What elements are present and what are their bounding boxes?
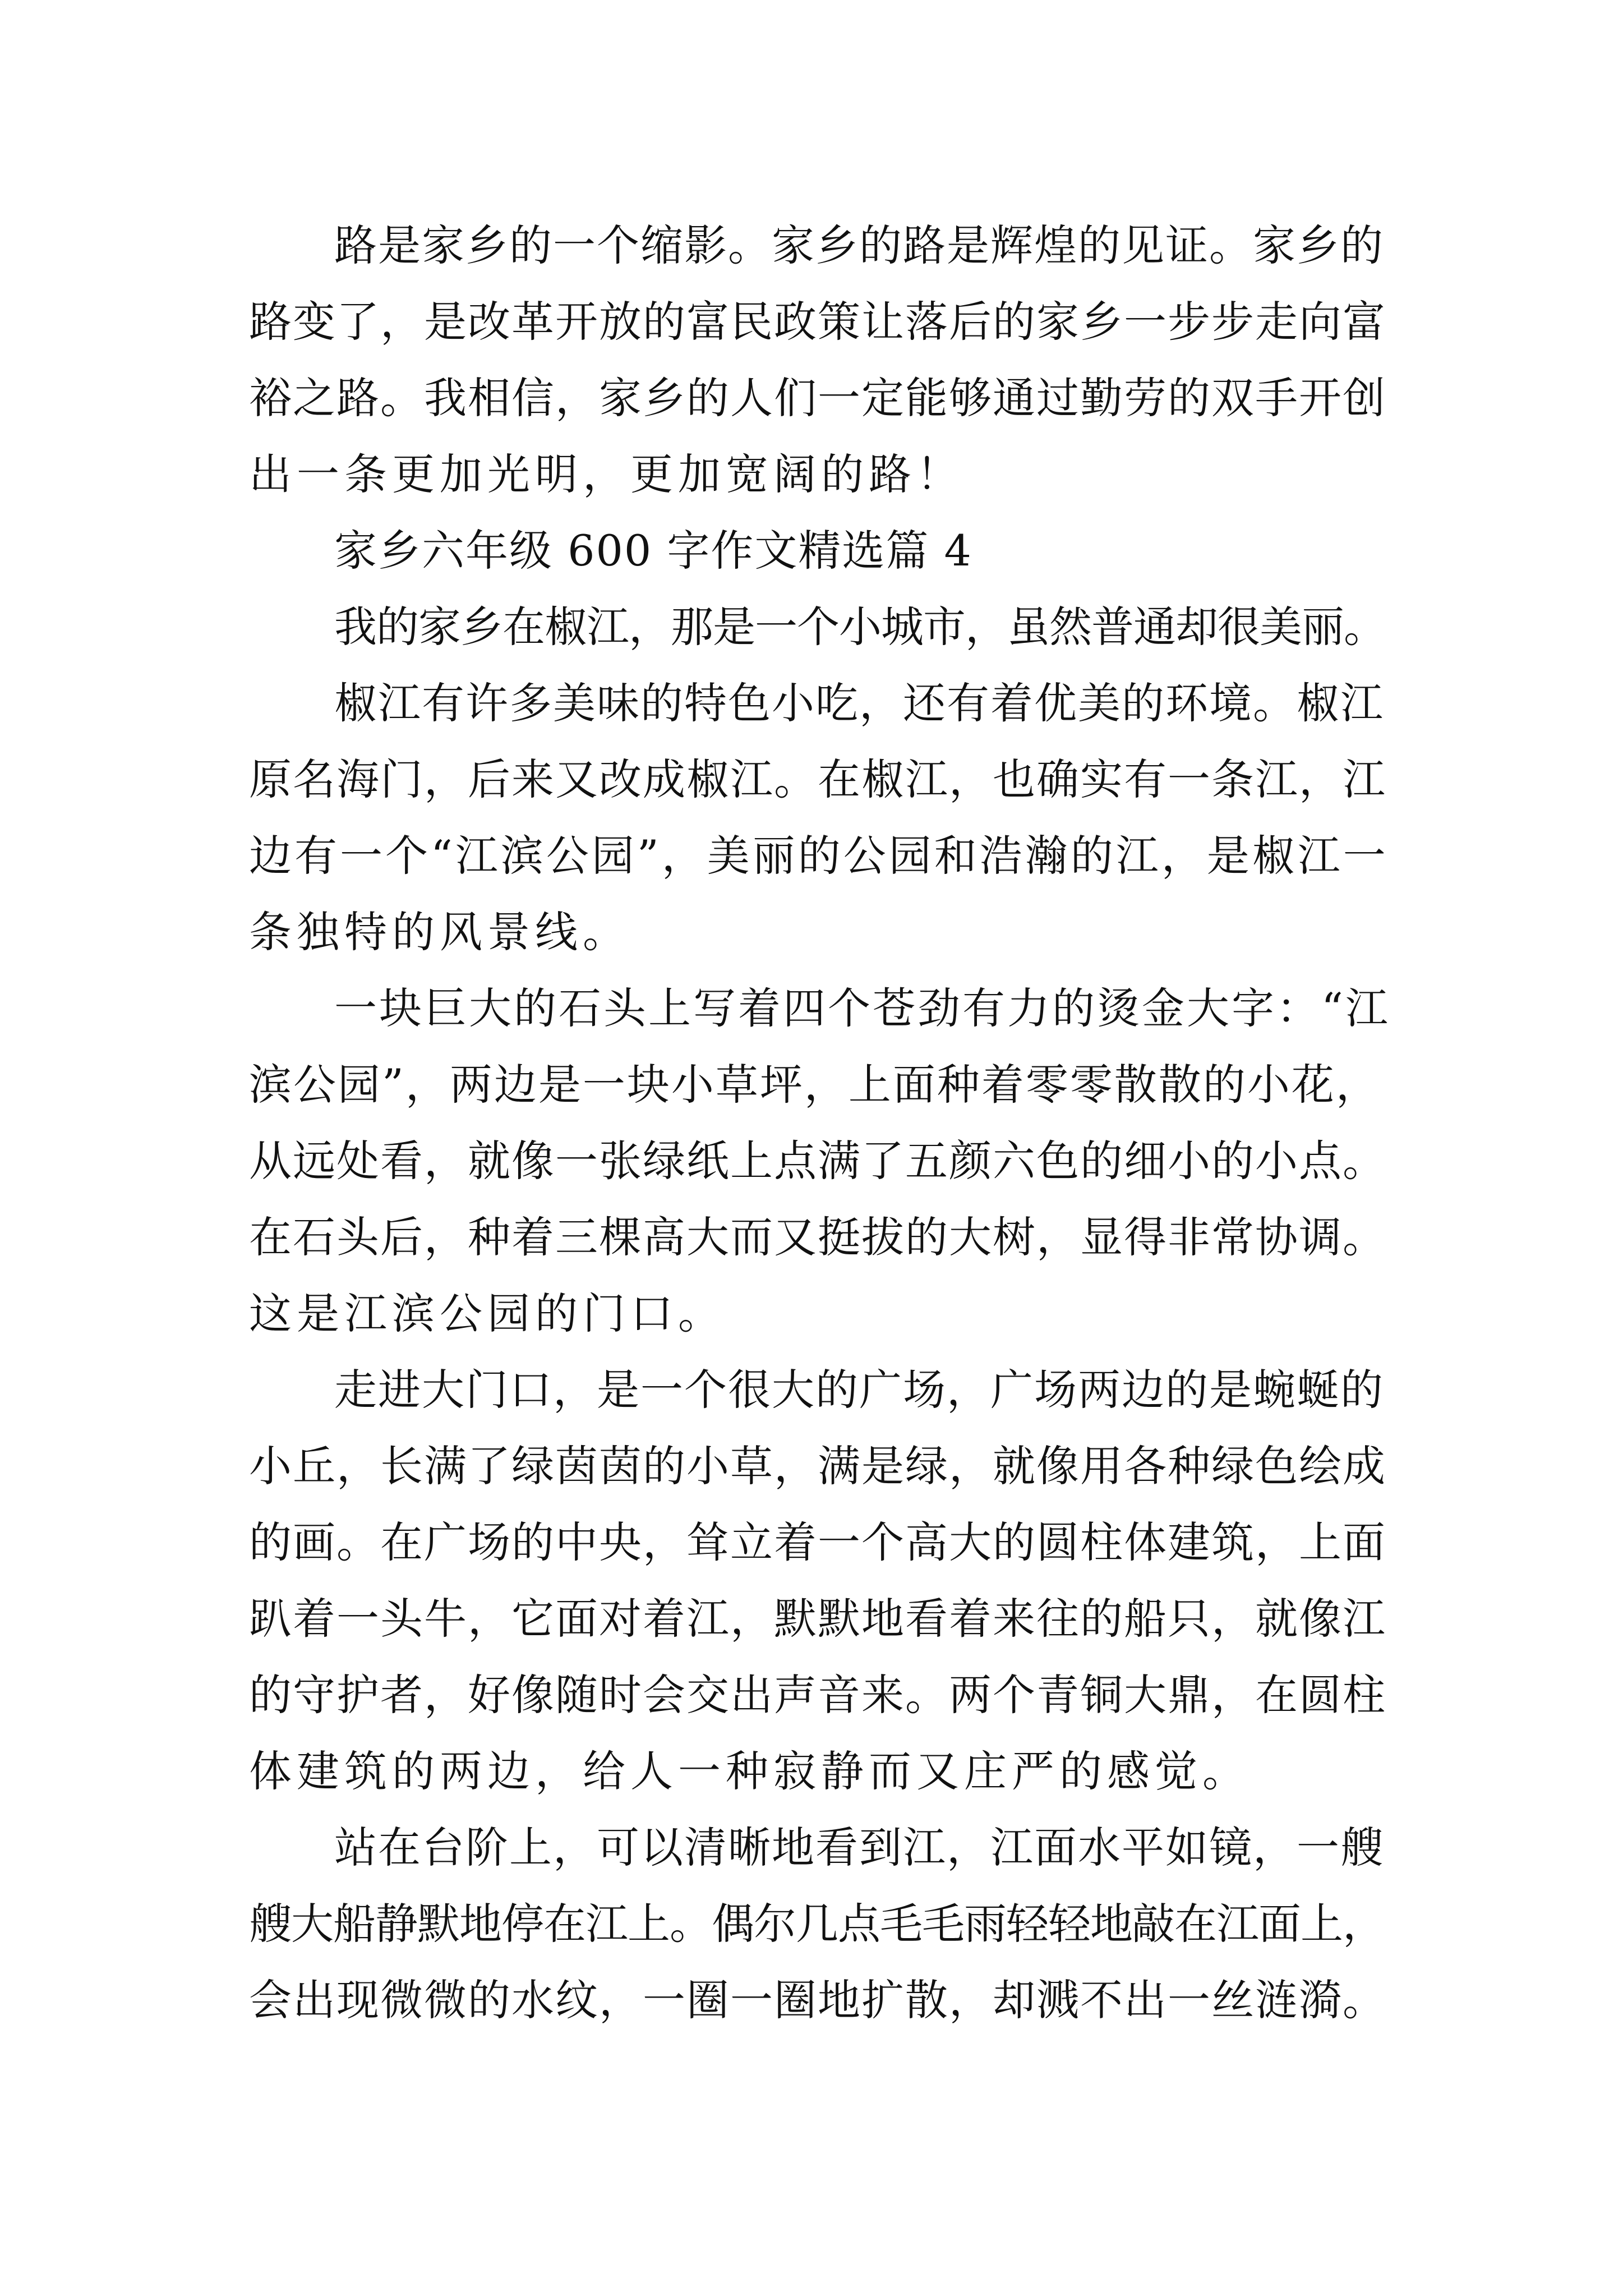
- text-line: 的画。在广场的中央，耸立着一个高大的圆柱体建筑，上面: [249, 1517, 1386, 1567]
- text-line: 从远处看，就像一张绿纸上点满了五颜六色的细小的小点。: [249, 1136, 1386, 1186]
- text-line: 原名海门，后来又改成椒江。在椒江，也确实有一条江，江: [249, 754, 1386, 804]
- text-line: 艘大船静默地停在江上。偶尔几点毛毛雨轻轻地敲在江面上，: [249, 1899, 1385, 1949]
- text-line: 路是家乡的一个缩影。家乡的路是辉煌的见证。家乡的: [334, 220, 1384, 270]
- text-line: 条独特的风景线。: [249, 907, 630, 957]
- text-line: 裕之路。我相信，家乡的人们一定能够通过勤劳的双手开创: [249, 373, 1386, 423]
- text-line: 边有一个“江滨公园”，美丽的公园和浩瀚的江，是椒江一: [249, 831, 1389, 881]
- text-line: 椒江有许多美味的特色小吃，还有着优美的环境。椒江: [334, 678, 1384, 728]
- text-line: 在石头后，种着三棵高大而又挺拔的大树，显得非常协调。: [249, 1212, 1386, 1262]
- text-line: 这是江滨公园的门口。: [249, 1289, 726, 1338]
- text-line: 路变了，是改革开放的富民政策让落后的家乡一步步走向富: [249, 297, 1386, 347]
- text-line: 趴着一头牛，它面对着江，默默地看着来往的船只，就像江: [249, 1594, 1386, 1644]
- text-line: 我的家乡在椒江，那是一个小城市，虽然普通却很美丽。: [334, 602, 1386, 652]
- section-heading: 家乡六年级 600 字作文精选篇 4: [334, 526, 972, 576]
- text-line: 的守护者，好像随时会交出声音来。两个青铜大鼎，在圆柱: [249, 1670, 1386, 1720]
- text-line: 走进大门口，是一个很大的广场，广场两边的是蜿蜒的: [334, 1365, 1384, 1415]
- text-line: 一块巨大的石头上写着四个苍劲有力的烫金大字：“江: [334, 983, 1390, 1033]
- text-line: 体建筑的两边，给人一种寂静而又庄严的感觉。: [249, 1746, 1250, 1796]
- text-line: 出一条更加光明，更加宽阔的路！: [249, 449, 964, 499]
- text-line: 会出现微微的水纹，一圈一圈地扩散，却溅不出一丝涟漪。: [249, 1975, 1386, 2025]
- text-line: 小丘，长满了绿茵茵的小草，满是绿，就像用各种绿色绘成: [249, 1441, 1386, 1491]
- text-line: 站在台阶上，可以清晰地看到江，江面水平如镜，一艘: [334, 1823, 1384, 1872]
- text-line: 滨公园”，两边是一块小草坪，上面种着零零散散的小花，: [249, 1060, 1380, 1110]
- essay-body: [249, 208, 1393, 2039]
